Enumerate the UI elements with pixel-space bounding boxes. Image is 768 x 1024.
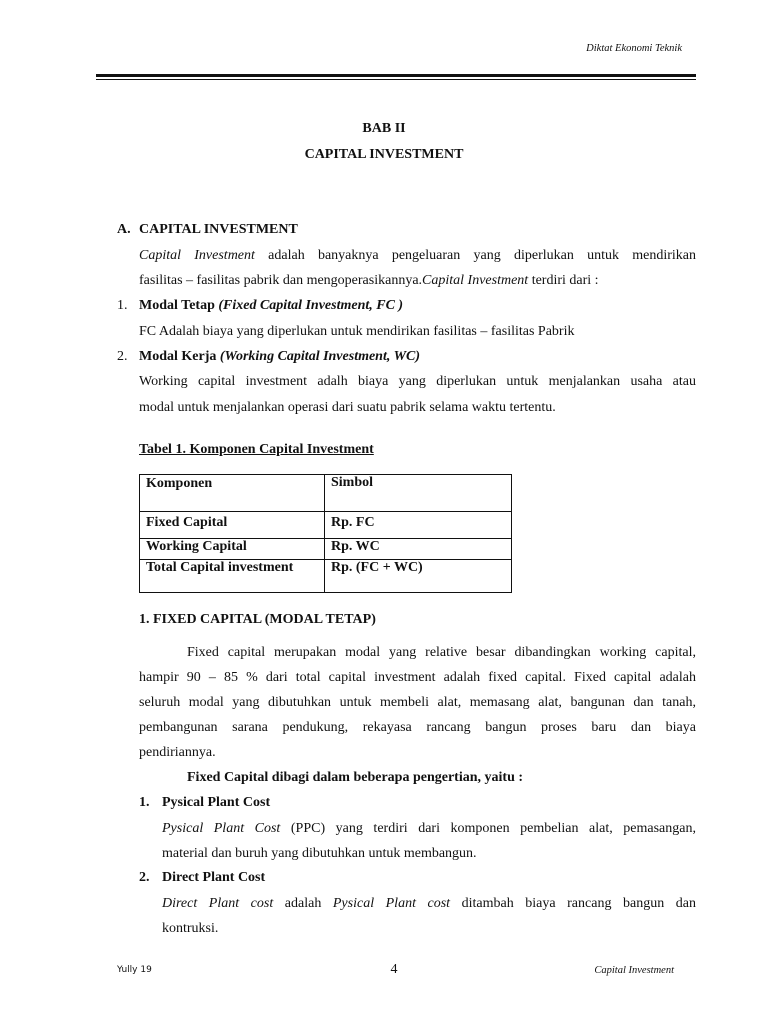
header-rule-thick (96, 74, 696, 77)
page-number: 4 (390, 962, 398, 977)
table-caption: Tabel 1. Komponen Capital Investment (139, 442, 374, 457)
footer-author-signature: Yully 19 (117, 965, 152, 975)
header-rule-thin (96, 79, 696, 80)
item-2-desc-line1: Working capital investment adalh biaya yang diperlukan untuk menjalankan usaha atau (139, 374, 696, 389)
item-1-number: 1. (117, 298, 128, 313)
table-row (140, 560, 512, 593)
table-cell: Rp. WC (325, 539, 512, 560)
fixed-capital-heading: 1. FIXED CAPITAL (MODAL TETAP) (139, 612, 376, 627)
table-row (140, 512, 512, 539)
item-2-desc-line2: modal untuk menjalankan operasi dari suatu pabrik selama waktu tertentu. (139, 400, 556, 415)
table-cell: Working Capital (140, 539, 325, 560)
chapter-title: CAPITAL INVESTMENT (304, 147, 464, 162)
item-2-number: 2. (117, 349, 128, 364)
component-table (139, 474, 512, 593)
footer-chapter-title: Capital Investment (594, 965, 674, 976)
table-cell: Rp. FC (325, 512, 512, 539)
item-1-desc: FC Adalah biaya yang diperlukan untuk mendirikan fasilitas – fasilitas Pabrik (139, 324, 575, 339)
sub-1-title: Pysical Plant Cost (162, 795, 271, 810)
sub-2-number: 2. (139, 870, 150, 885)
section-a-label: A. (117, 222, 131, 237)
sub-1-number: 1. (139, 795, 150, 810)
table-header-cell: Simbol (325, 475, 512, 512)
table-row (140, 539, 512, 560)
fixed-capital-line: hampir 90 – 85 % dari total capital investment adalah fixed capital. Fixed capital adalah (139, 670, 696, 685)
fixed-capital-line: seluruh modal yang dibutuhkan untuk membeli alat, memasang alat, bangunan dan tanah, (139, 695, 696, 710)
section-a-para-line1: Capital Investment adalah banyaknya pengeluaran yang diperlukan untuk mendirikan (139, 248, 696, 263)
fixed-capital-line: Fixed capital merupakan modal yang relative besar dibandingkan working capital, (187, 645, 696, 660)
table-cell: Rp. (FC + WC) (325, 560, 512, 593)
sub-2-line1: Direct Plant cost adalah Pysical Plant cost ditambah biaya rancang bangun dan (162, 896, 696, 911)
fixed-capital-line: pembangunan sarana pendukung, rekayasa rancang bangun proses baru dan biaya (139, 720, 696, 735)
table-header-row (140, 475, 512, 512)
section-a-heading: CAPITAL INVESTMENT (139, 222, 298, 237)
item-2-heading: Modal Kerja (Working Capital Investment, WC) (139, 349, 421, 364)
sub-1-line1: Pysical Plant Cost (PPC) yang terdiri dari komponen pembelian alat, pemasangan, (162, 821, 696, 836)
running-header: Diktat Ekonomi Teknik (586, 43, 682, 54)
table-header-cell: Komponen (140, 475, 325, 512)
sub-2-title: Direct Plant Cost (162, 870, 266, 885)
item-1-heading: Modal Tetap (Fixed Capital Investment, FC ) (139, 298, 404, 313)
table-cell: Total Capital investment (140, 560, 325, 593)
table-cell: Fixed Capital (140, 512, 325, 539)
sub-2-line2: kontruksi. (162, 921, 219, 936)
fixed-capital-subheading: Fixed Capital dibagi dalam beberapa pengertian, yaitu : (187, 770, 524, 785)
chapter-number: BAB II (362, 121, 406, 136)
sub-1-line2: material dan buruh yang dibutuhkan untuk membangun. (162, 846, 477, 861)
section-a-para-line2: fasilitas – fasilitas pabrik dan mengoperasikannya.Capital Investment terdiri dari : (139, 273, 599, 288)
fixed-capital-line: pendiriannya. (139, 745, 216, 760)
